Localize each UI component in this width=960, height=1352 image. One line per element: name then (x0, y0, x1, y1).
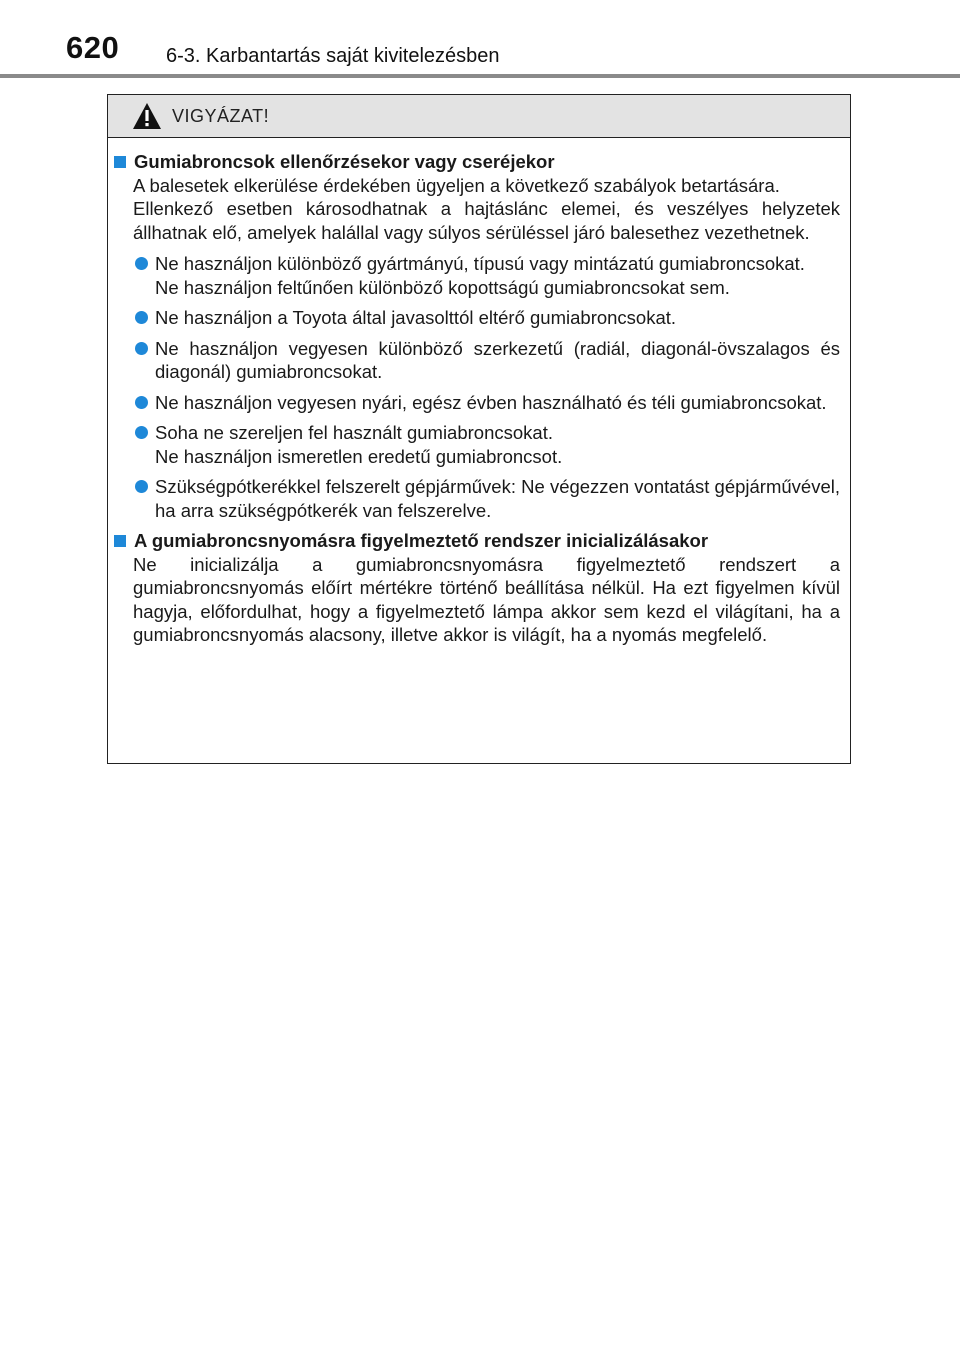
header-divider (0, 74, 960, 78)
round-bullet-icon (135, 426, 148, 439)
round-bullet-icon (135, 480, 148, 493)
topic-title: A gumiabroncsnyomásra figyelmeztető rendszer inicializálásakor (134, 530, 709, 551)
page-header (0, 0, 960, 78)
square-bullet-icon (114, 535, 126, 547)
topic-tpms-initialization (114, 529, 840, 647)
list-item: Ne használjon vegyesen nyári, egész évben használható és téli gumiabroncsokat. (133, 391, 840, 415)
section-title: 6-3. Karbantartás saját kivitelezésben (166, 45, 500, 67)
caution-label: VIGYÁZAT! (172, 105, 270, 126)
round-bullet-icon (135, 311, 148, 324)
list-item: Ne használjon vegyesen különböző szerkezetű (radiál, diagonál-övszalagos és diagonál) gumiabroncsokat. (133, 337, 840, 384)
topic-title: Gumiabroncsok ellenőrzésekor vagy cseréjekor (134, 151, 555, 172)
topic-tire-inspection (114, 150, 840, 522)
paragraph: Ellenkező esetben károsodhatnak a hajtáslánc elemei, és veszélyes helyzetek állhatnak elő, amelyek halállal vagy súlyos sérüléssel járó balesethez vezethetnek. (133, 198, 840, 243)
caution-body (108, 138, 850, 647)
list-item: Ne használjon a Toyota által javasolttól eltérő gumiabroncsokat. (133, 306, 840, 330)
round-bullet-icon (135, 396, 148, 409)
topic-text (114, 174, 840, 245)
paragraph: Ne inicializálja a gumiabroncsnyomásra figyelmeztető rendszert a gumiabroncsnyomás előírt mértékre történő beállítása nélkül. Ha ezt figyelmen kívül hagyja, előfordulhat, hogy a figyelmeztető lámpa akkor sem kezd el világítani, ha a gumiabroncsnyomás alacsony, illetve akkor is világít, ha a nyomás megfelelő. (133, 553, 840, 645)
round-bullet-icon (135, 257, 148, 270)
caution-header (108, 95, 850, 138)
list-item: Soha ne szereljen fel használt gumiabroncsokat. Ne használjon ismeretlen eredetű gumiabroncsot. (133, 421, 840, 468)
bullet-list (114, 252, 840, 522)
list-item: Szükségpótkerékkel felszerelt gépjárművek: Ne végezzen vontatást gépjárművével, ha arra szükségpótkerék van felszerelve. (133, 475, 840, 522)
square-bullet-icon (114, 156, 126, 168)
paragraph: A balesetek elkerülése érdekében ügyeljen a következő szabályok betartására. (133, 174, 780, 196)
topic-text (114, 553, 840, 647)
list-item: Ne használjon különböző gyártmányú, típusú vagy mintázatú gumiabroncsokat. Ne használjon feltűnően különböző kopottságú gumiabroncsokat sem. (133, 252, 840, 299)
round-bullet-icon (135, 342, 148, 355)
caution-box (107, 94, 851, 764)
warning-triangle-icon (132, 102, 162, 130)
page-number: 620 (66, 30, 120, 65)
